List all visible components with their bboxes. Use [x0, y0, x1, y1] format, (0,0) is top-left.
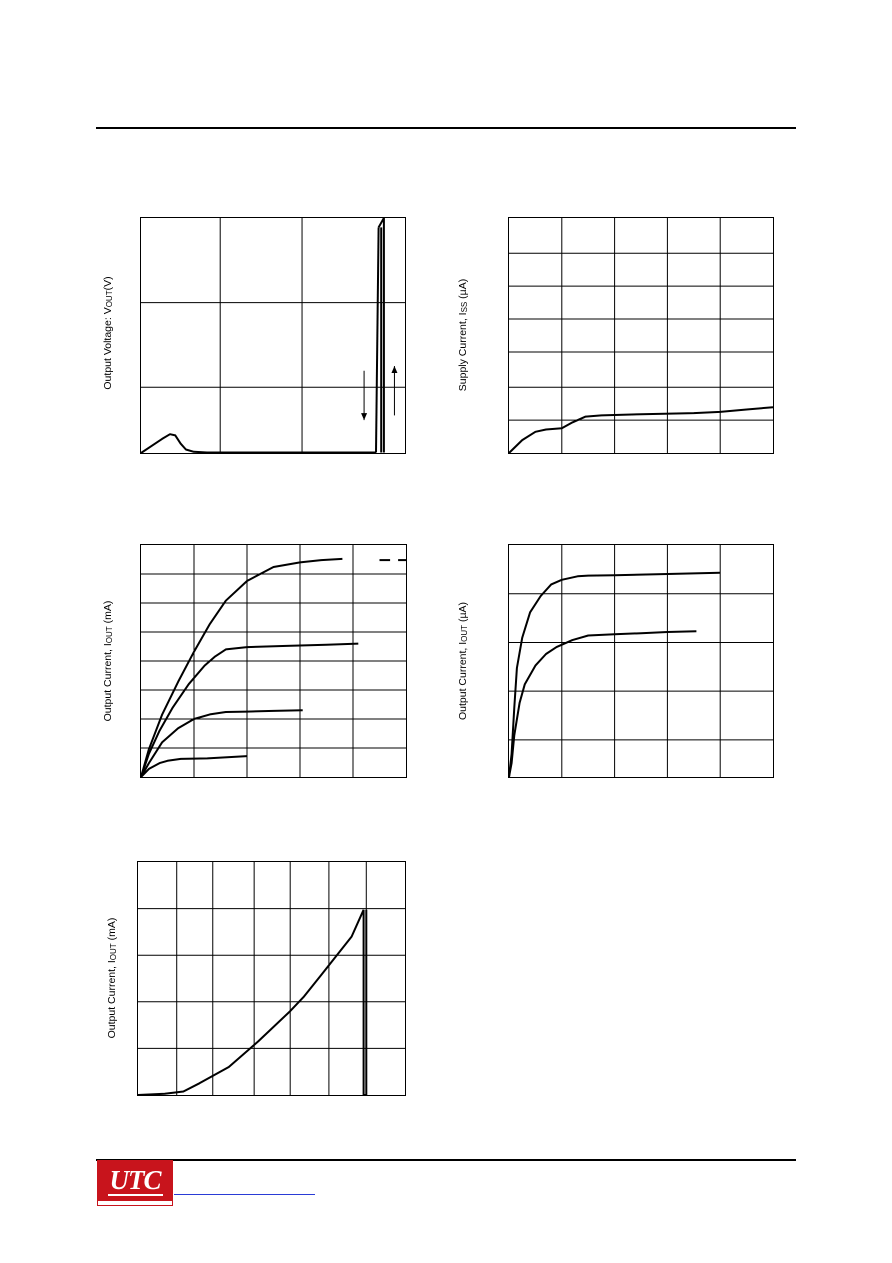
chart3-ylabel: Output Current, $I_{OUT}$ (mA): [102, 600, 114, 722]
chart-output-current-ma-2: [137, 861, 406, 1096]
direction-arrow-down: [361, 371, 367, 420]
utc-logo: UTC: [98, 1161, 172, 1205]
series-line: [376, 227, 379, 452]
chart-output-current-ua: [508, 544, 774, 778]
chart-svg: [141, 218, 405, 453]
series-line: [141, 434, 376, 453]
chart1-ylabel: Output Voltage: $V_{OUT}(V)$: [102, 276, 114, 390]
chart-svg: [509, 218, 773, 453]
chart4-ylabel: Output Current, $I_{OUT}$ (µA): [457, 601, 469, 721]
chart-svg: [509, 545, 773, 777]
footer-link[interactable]: [174, 1194, 315, 1195]
series-line: [138, 910, 364, 1095]
chart2-ylabel: Supply Current, $I_{SS}$ (µA): [457, 278, 469, 392]
series-line: [141, 644, 358, 777]
chart-output-voltage: [140, 217, 406, 454]
chart-output-current-ma: [140, 544, 407, 778]
chart-svg: [141, 545, 406, 777]
chart-supply-current: [508, 217, 774, 454]
series-line: [509, 407, 773, 453]
direction-arrow-up: [391, 366, 397, 415]
series-line: [509, 631, 696, 777]
series-line: [141, 559, 342, 777]
header-rule: [96, 127, 796, 129]
footer-rule: [96, 1159, 796, 1161]
series-line: [364, 910, 367, 1095]
chart-svg: [138, 862, 405, 1095]
chart5-ylabel: Output Current, $I_{OUT}$ (mA): [106, 917, 118, 1039]
